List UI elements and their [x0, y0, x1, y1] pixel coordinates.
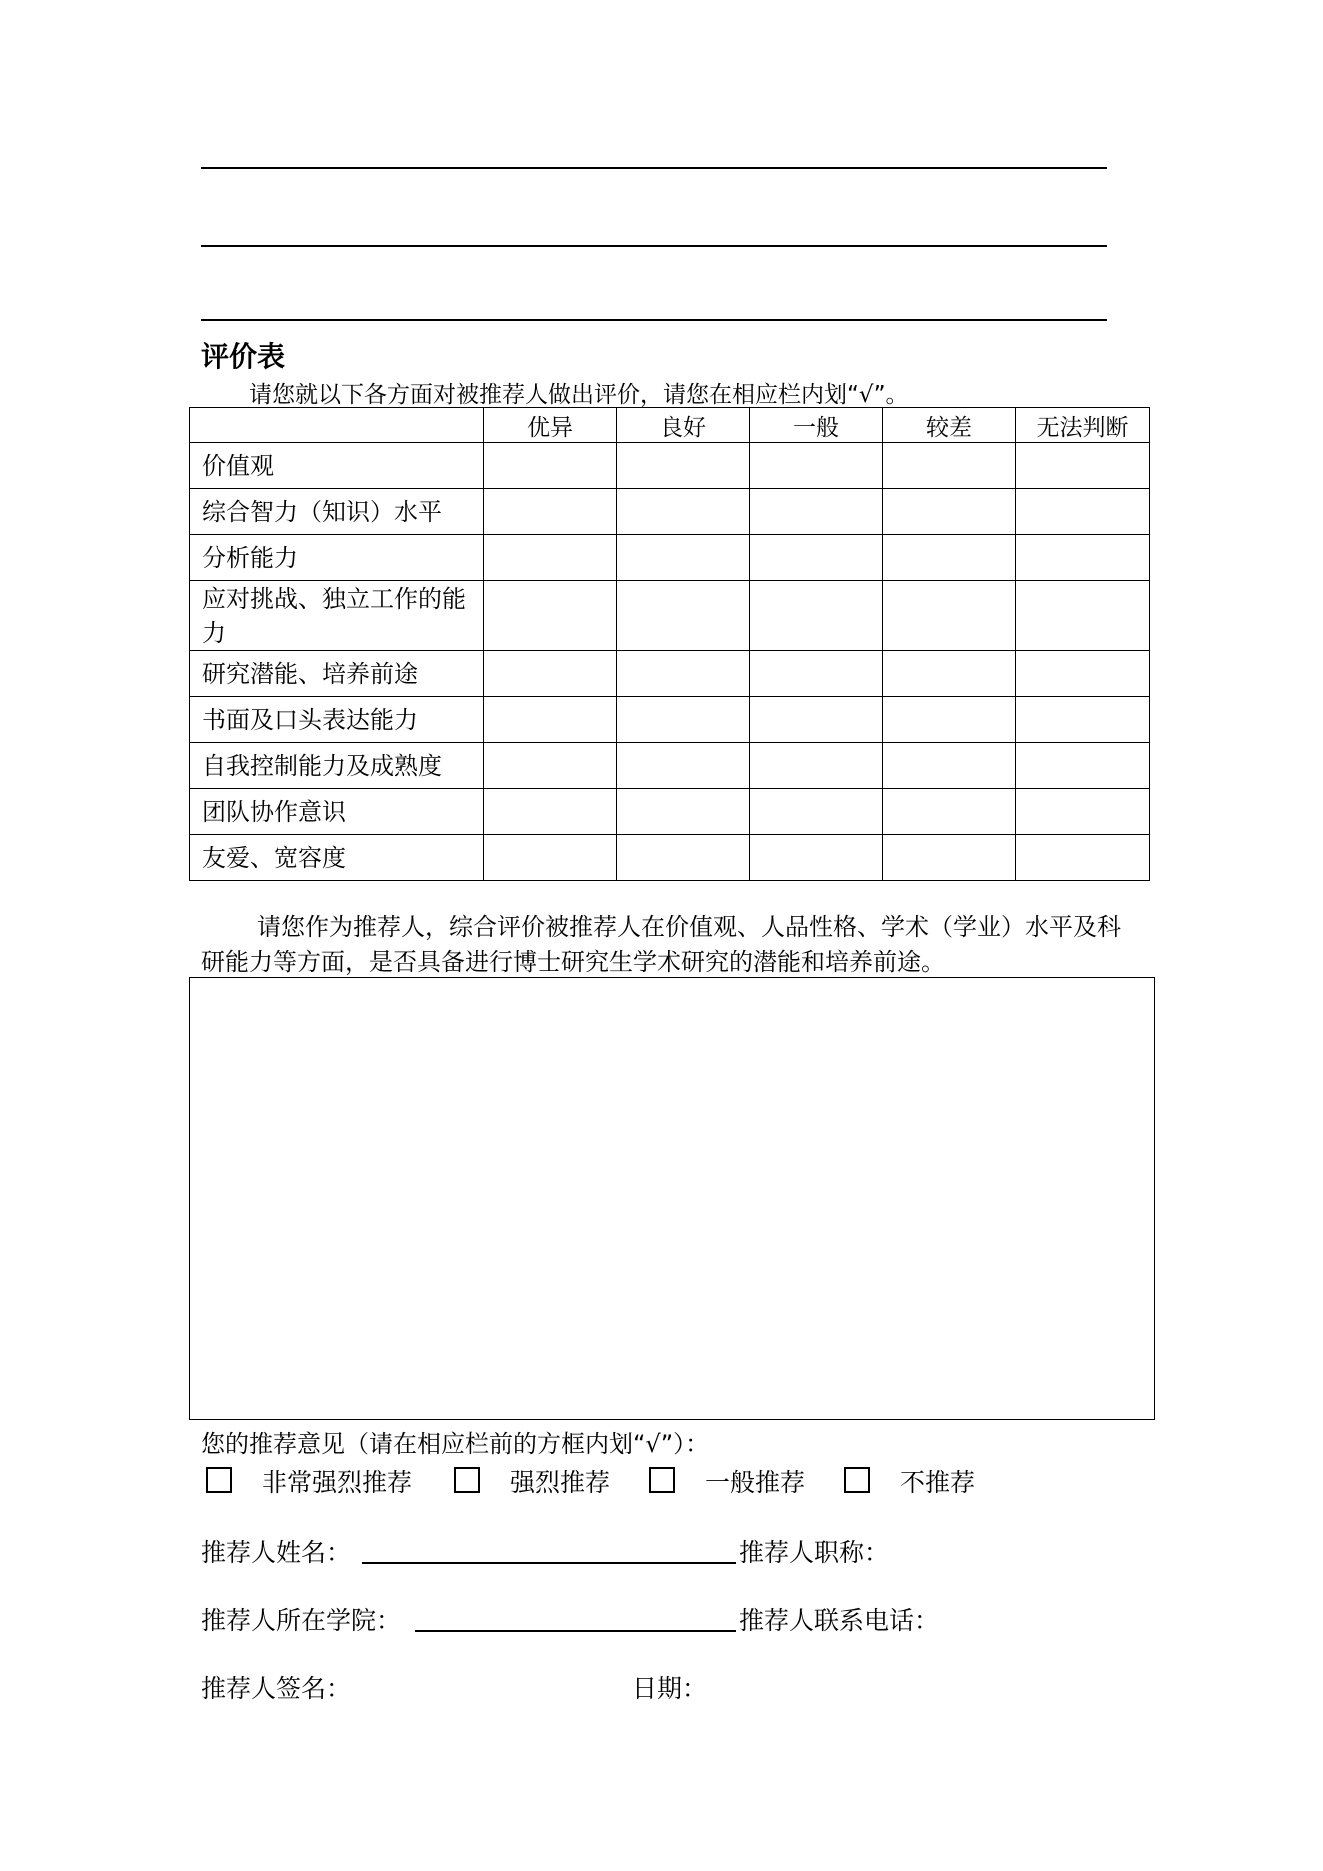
recommender-name-label: 推荐人姓名：	[201, 1538, 352, 1567]
evaluation-prompt-text: 请您作为推荐人，综合评价被推荐人在价值观、人品性格、学术（学业）水平及科研能力等方面，是否具备进行博士研究生学术研究的潜能和培养前途。	[201, 913, 1121, 976]
rating-cell[interactable]	[883, 789, 1016, 835]
rating-cell[interactable]	[750, 789, 883, 835]
checkbox-strongly[interactable]	[454, 1467, 480, 1493]
row-label: 应对挑战、独立工作的能力	[190, 581, 484, 651]
rating-cell[interactable]	[617, 581, 750, 651]
rating-cell[interactable]	[617, 835, 750, 881]
recommender-name-field[interactable]	[362, 1562, 736, 1564]
row-label: 团队协作意识	[190, 789, 484, 835]
option-label: 强烈推荐	[510, 1468, 611, 1497]
rating-cell[interactable]	[883, 651, 1016, 697]
table-row	[190, 489, 1150, 535]
rating-cell[interactable]	[484, 835, 617, 881]
instruction-text: 请您就以下各方面对被推荐人做出评价，请您在相应栏内划“√”。	[249, 382, 909, 408]
rating-cell[interactable]	[750, 835, 883, 881]
option-label: 不推荐	[900, 1468, 976, 1497]
column-header: 较差	[883, 408, 1016, 443]
table-row	[190, 443, 1150, 489]
rating-cell[interactable]	[484, 697, 617, 743]
table-row	[190, 835, 1150, 881]
date-label: 日期：	[632, 1674, 708, 1703]
recommendation-options	[0, 1463, 1323, 1503]
checkbox-strongly-strongly[interactable]	[206, 1467, 232, 1493]
rating-cell[interactable]	[1016, 743, 1150, 789]
row-label: 友爱、宽容度	[190, 835, 484, 881]
blank-line-1[interactable]	[201, 167, 1107, 169]
rating-cell[interactable]	[1016, 489, 1150, 535]
table-row	[190, 535, 1150, 581]
column-header: 无法判断	[1016, 408, 1150, 443]
table-row	[190, 651, 1150, 697]
rating-cell[interactable]	[883, 443, 1016, 489]
rating-cell[interactable]	[750, 743, 883, 789]
evaluation-prompt	[201, 910, 1141, 980]
rating-cell[interactable]	[1016, 697, 1150, 743]
rating-cell[interactable]	[750, 443, 883, 489]
column-header: 优异	[484, 408, 617, 443]
row-label: 研究潜能、培养前途	[190, 651, 484, 697]
recommender-signature-label: 推荐人签名：	[201, 1674, 352, 1703]
rating-cell[interactable]	[883, 743, 1016, 789]
blank-line-2[interactable]	[201, 245, 1107, 247]
checkbox-general[interactable]	[649, 1467, 675, 1493]
row-label: 分析能力	[190, 535, 484, 581]
rating-cell[interactable]	[484, 443, 617, 489]
row-label: 综合智力（知识）水平	[190, 489, 484, 535]
rating-cell[interactable]	[484, 581, 617, 651]
header-blank-cell	[190, 408, 484, 443]
option-label: 非常强烈推荐	[262, 1468, 413, 1497]
rating-cell[interactable]	[883, 835, 1016, 881]
row-label: 价值观	[190, 443, 484, 489]
recommender-college-field[interactable]	[415, 1630, 736, 1632]
rating-cell[interactable]	[750, 535, 883, 581]
table-row	[190, 581, 1150, 651]
table-row	[190, 789, 1150, 835]
recommender-phone-label: 推荐人联系电话：	[739, 1606, 940, 1635]
rating-cell[interactable]	[1016, 535, 1150, 581]
column-header: 良好	[617, 408, 750, 443]
rating-cell[interactable]	[883, 489, 1016, 535]
rating-cell[interactable]	[1016, 789, 1150, 835]
column-header: 一般	[750, 408, 883, 443]
row-label: 书面及口头表达能力	[190, 697, 484, 743]
rating-cell[interactable]	[617, 743, 750, 789]
recommender-title-label: 推荐人职称：	[739, 1538, 890, 1567]
rating-cell[interactable]	[484, 743, 617, 789]
rating-cell[interactable]	[750, 651, 883, 697]
rating-cell[interactable]	[484, 489, 617, 535]
option-label: 一般推荐	[705, 1468, 806, 1497]
recommender-college-label: 推荐人所在学院：	[201, 1606, 402, 1635]
rating-cell[interactable]	[617, 443, 750, 489]
table-header-row	[190, 408, 1150, 443]
rating-cell[interactable]	[617, 651, 750, 697]
rating-cell[interactable]	[883, 581, 1016, 651]
rating-cell[interactable]	[1016, 651, 1150, 697]
row-label: 自我控制能力及成熟度	[190, 743, 484, 789]
rating-cell[interactable]	[617, 789, 750, 835]
table-row	[190, 743, 1150, 789]
rating-cell[interactable]	[750, 697, 883, 743]
rating-cell[interactable]	[1016, 443, 1150, 489]
opinion-prompt: 您的推荐意见（请在相应栏前的方框内划“√”）：	[201, 1430, 710, 1458]
rating-cell[interactable]	[883, 697, 1016, 743]
rating-cell[interactable]	[1016, 835, 1150, 881]
rating-cell[interactable]	[1016, 581, 1150, 651]
evaluation-table	[189, 407, 1150, 881]
table-row	[190, 697, 1150, 743]
checkbox-not-recommend[interactable]	[844, 1467, 870, 1493]
rating-cell[interactable]	[617, 697, 750, 743]
rating-cell[interactable]	[750, 581, 883, 651]
rating-cell[interactable]	[484, 535, 617, 581]
rating-cell[interactable]	[883, 535, 1016, 581]
rating-cell[interactable]	[617, 535, 750, 581]
section-title: 评价表	[201, 340, 286, 373]
rating-cell[interactable]	[484, 651, 617, 697]
rating-cell[interactable]	[617, 489, 750, 535]
blank-line-3[interactable]	[201, 319, 1107, 321]
rating-cell[interactable]	[484, 789, 617, 835]
comment-box[interactable]	[189, 977, 1155, 1420]
rating-cell[interactable]	[750, 489, 883, 535]
